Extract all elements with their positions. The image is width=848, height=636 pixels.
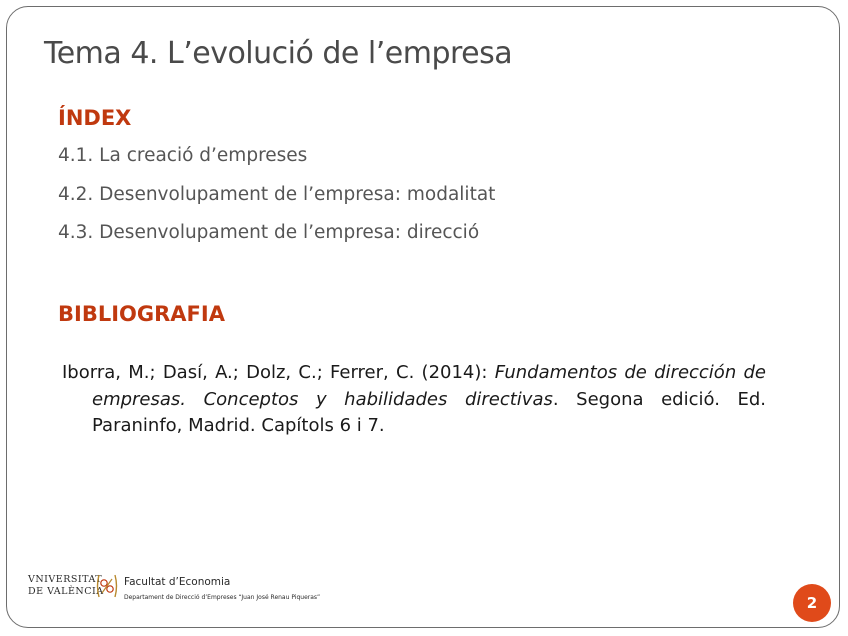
bibliography-publication-details: . Segona edició. Ed. Paraninfo, Madrid. Capítols 6 i 7. [92, 388, 766, 436]
index-item: 4.1. La creació d’empreses [58, 145, 308, 166]
university-logo [28, 570, 321, 616]
university-crest-icon [94, 572, 120, 600]
bibliography-entry [62, 360, 766, 440]
bibliography-book-title: Fundamentos de dirección de empresas. Conceptos y habilidades directivas [92, 362, 766, 410]
page-number-badge: 2 [793, 584, 831, 622]
slide-title: Tema 4. L’evolució de l’empresa [44, 36, 513, 71]
index-item: 4.3. Desenvolupament de l’empresa: direcció [58, 222, 480, 243]
index-list [58, 144, 495, 260]
university-name-line1: VNIVERSITAT [28, 574, 103, 585]
university-name-line2: DE VALÈNCIA [28, 586, 104, 597]
department-name: Departament de Direcció d’Empreses “Juan José Renau Piqueras” [124, 594, 321, 601]
bibliography-heading: BIBLIOGRAFIA [58, 302, 225, 326]
faculty-name: Facultat d’Economia [124, 576, 231, 588]
bibliography-authors: Iborra, M.; Dasí, A.; Dolz, C.; Ferrer, C. (2014): [62, 362, 495, 383]
index-item: 4.2. Desenvolupament de l’empresa: modalitat [58, 183, 496, 205]
index-heading: ÍNDEX [58, 106, 132, 130]
university-name [28, 574, 104, 598]
